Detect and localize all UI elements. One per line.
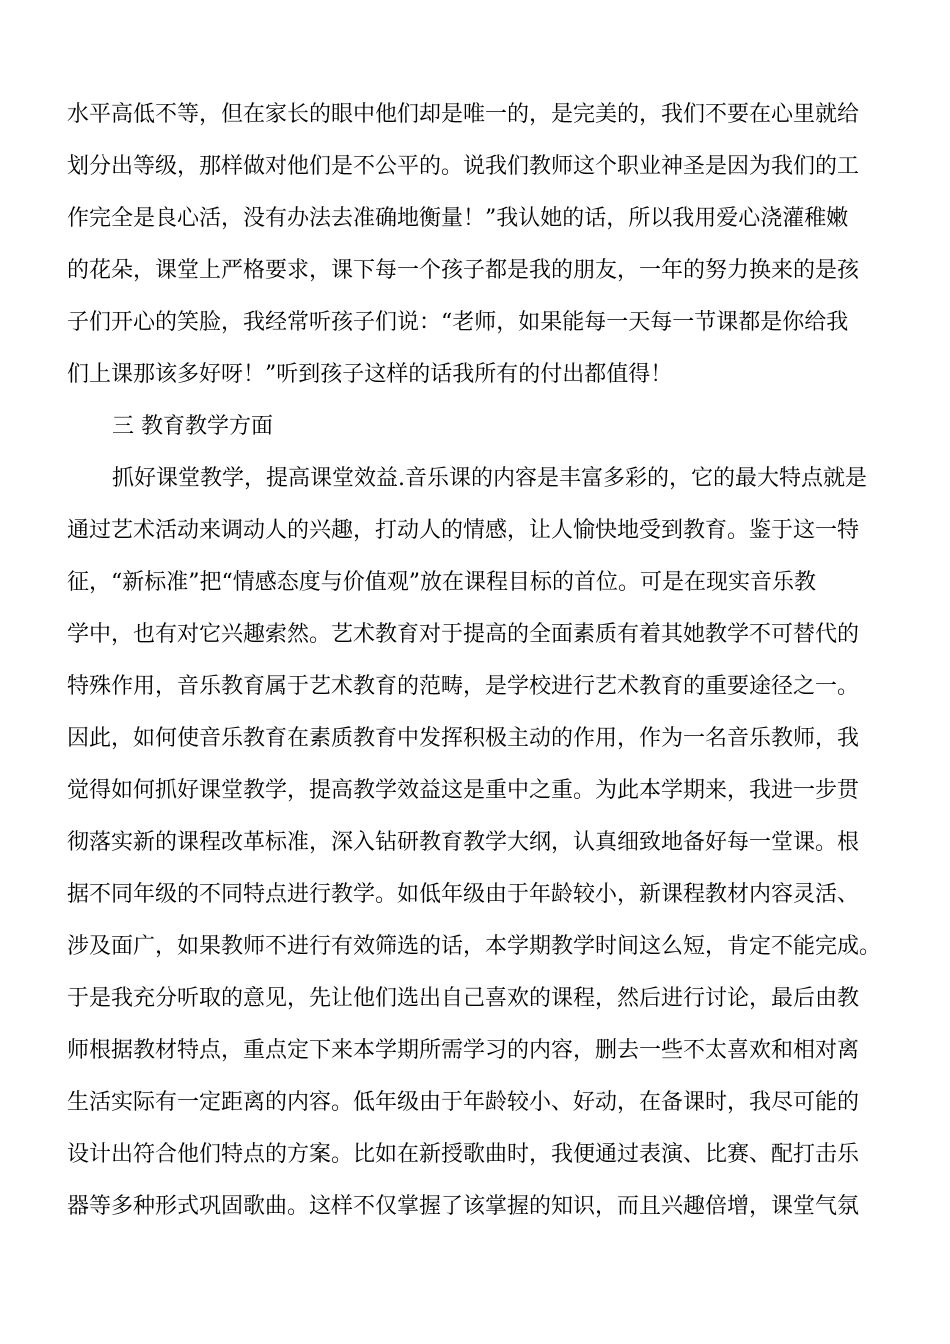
paragraph-line: 的花朵，课堂上严格要求，课下每一个孩子都是我的朋友，一年的努力换来的是孩	[67, 258, 860, 283]
paragraph-line: 征，“新标准”把“情感态度与价值观”放在课程目标的首位。可是在现实音乐教	[67, 570, 816, 595]
paragraph-line: 涉及面广，如果教师不进行有效筛选的话，本学期教学时间这么短，肯定不能完成。	[67, 934, 882, 959]
paragraph-line: 器等多种形式巩固歌曲。这样不仅掌握了该掌握的知识，而且兴趣倍增，课堂气氛	[67, 1194, 860, 1219]
paragraph-line: 划分出等级，那样做对他们是不公平的。说我们教师这个职业神圣是因为我们的工	[67, 154, 860, 179]
paragraph-line: 通过艺术活动来调动人的兴趣，打动人的情感，让人愉快地受到教育。鉴于这一特	[67, 518, 860, 543]
paragraph-line: 师根据教材特点，重点定下来本学期所需学习的内容，删去一些不太喜欢和相对离	[67, 1038, 860, 1063]
section-heading: 三 教育教学方面	[112, 414, 273, 439]
paragraph-line: 于是我充分听取的意见，先让他们选出自己喜欢的课程，然后进行讨论，最后由教	[67, 986, 860, 1011]
paragraph-line: 学中，也有对它兴趣索然。艺术教育对于提高的全面素质有着其她教学不可替代的	[67, 622, 860, 647]
paragraph-line: 们上课那该多好呀！”听到孩子这样的话我所有的付出都值得！	[67, 362, 673, 387]
paragraph-line: 特殊作用，音乐教育属于艺术教育的范畴，是学校进行艺术教育的重要途径之一。	[67, 674, 860, 699]
paragraph-line: 作完全是良心活，没有办法去准确地衡量！”我认她的话，所以我用爱心浇灌稚嫩	[67, 206, 849, 231]
paragraph-line: 彻落实新的课程改革标准，深入钻研教育教学大纲，认真细致地备好每一堂课。根	[67, 830, 860, 855]
paragraph-line: 抓好课堂教学，提高课堂效益.音乐课的内容是丰富多彩的，它的最大特点就是	[112, 466, 867, 491]
paragraph-line: 因此，如何使音乐教育在素质教育中发挥积极主动的作用，作为一名音乐教师，我	[67, 726, 860, 751]
paragraph-line: 水平高低不等，但在家长的眼中他们却是唯一的，是完美的，我们不要在心里就给	[67, 102, 860, 127]
paragraph-line: 子们开心的笑脸，我经常听孩子们说：“老师，如果能每一天每一节课都是你给我	[67, 310, 849, 335]
paragraph-line: 设计出符合他们特点的方案。比如在新授歌曲时，我便通过表演、比赛、配打击乐	[67, 1142, 860, 1167]
paragraph-line: 生活实际有一定距离的内容。低年级由于年龄较小、好动，在备课时，我尽可能的	[67, 1090, 860, 1115]
paragraph-line: 据不同年级的不同特点进行教学。如低年级由于年龄较小，新课程教材内容灵活、	[67, 882, 860, 907]
paragraph-line: 觉得如何抓好课堂教学，提高教学效益这是重中之重。为此本学期来，我进一步贯	[67, 778, 860, 803]
